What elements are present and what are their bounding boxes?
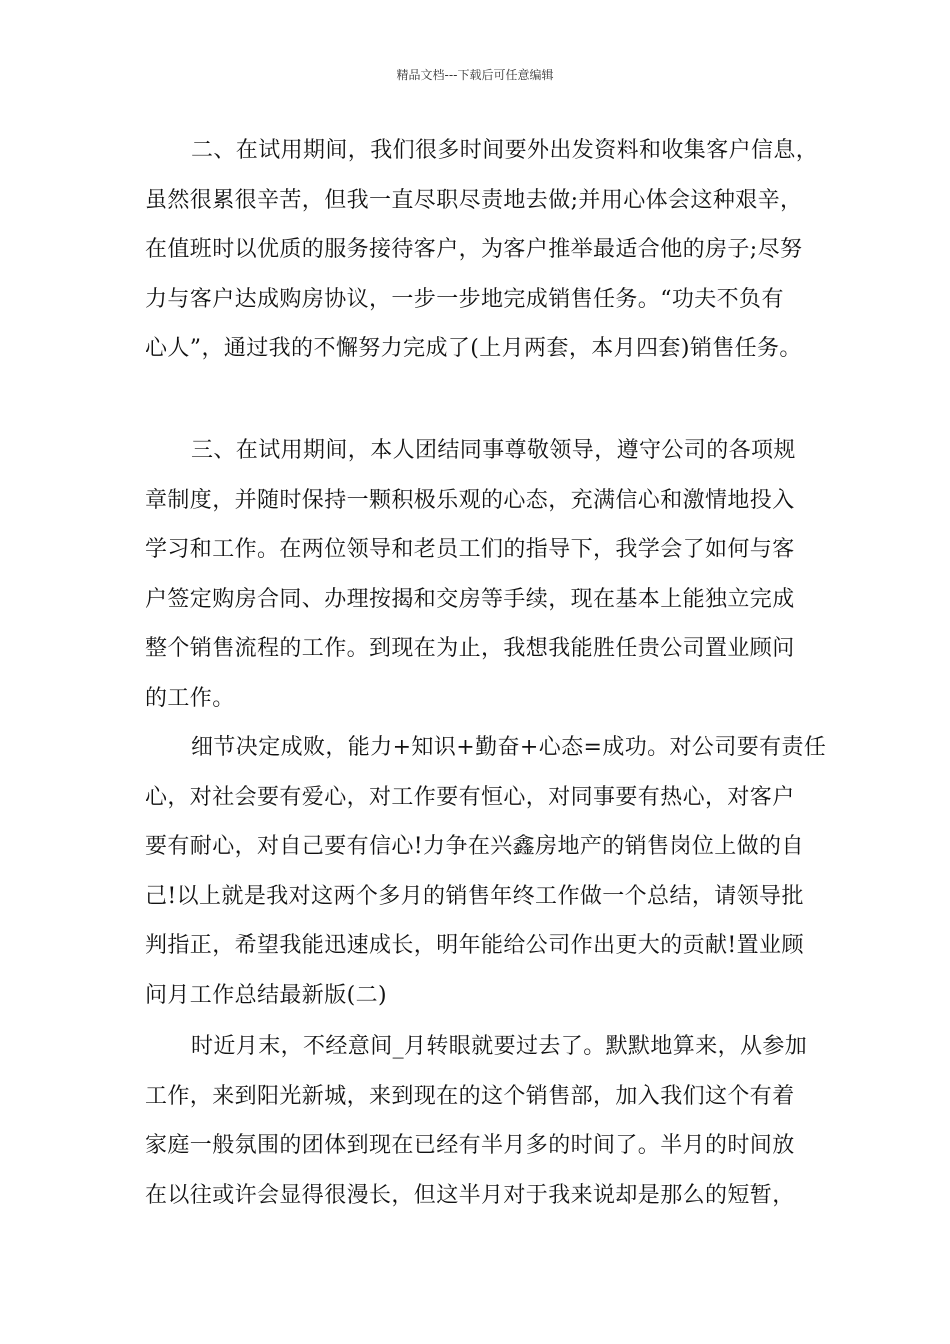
paragraph-3 (145, 426, 835, 723)
text-line: 细节决定成败，能力+知识+勤奋+心态=成功。对公司要有责任 (191, 735, 827, 760)
page-header: 精品文档---下载后可任意编辑 (396, 68, 554, 82)
text-line: 的工作。 (145, 685, 235, 711)
text-line: 家庭一般氛围的团体到现在已经有半月多的时间了。半月的时间放 (145, 1133, 795, 1158)
paragraph-month-end (145, 1022, 835, 1220)
text-line: 学习和工作。在两位领导和老员工们的指导下，我学会了如何与客 (145, 537, 795, 562)
text-line: 在以往或许会显得很漫长，但这半月对于我来说却是那么的短暂， (145, 1182, 795, 1208)
paragraph-conclusion (145, 723, 835, 1020)
text-line: 心，对社会要有爱心，对工作要有恒心，对同事要有热心，对客户 (145, 784, 795, 810)
text-line: 在值班时以优质的服务接待客户，为客户推举最适合他的房子;尽努 (145, 237, 803, 262)
text-line: 章制度，并随时保持一颗积极乐观的心态，充满信心和激情地投入 (145, 487, 795, 513)
text-line: 时近月末，不经意间_月转眼就要过去了。默默地算来，从参加 (191, 1034, 808, 1059)
text-line: 问月工作总结最新版(二) (145, 982, 387, 1008)
text-line: 心人”，通过我的不懈努力完成了(上月两套，本月四套)销售任务。 (145, 336, 802, 361)
paragraph-2 (145, 126, 835, 374)
text-line: 户签定购房合同、办理按揭和交房等手续，现在基本上能独立完成 (145, 586, 795, 612)
text-line: 力与客户达成购房协议，一步一步地完成销售任务。“功夫不负有 (145, 286, 784, 312)
text-line: 己!以上就是我对这两个多月的销售年终工作做一个总结，请领导批 (145, 883, 804, 909)
text-line: 要有耐心，对自己要有信心!力争在兴鑫房地产的销售岗位上做的自 (145, 834, 804, 859)
text-line: 工作，来到阳光新城，来到现在的这个销售部，加入我们这个有着 (145, 1083, 795, 1109)
text-line: 虽然很累很辛苦，但我一直尽职尽责地去做;并用心体会这种艰辛， (145, 187, 803, 213)
text-line: 二、在试用期间，我们很多时间要外出发资料和收集客户信息， (191, 138, 819, 163)
text-line: 判指正，希望我能迅速成长，明年能给公司作出更大的贡献!置业顾 (145, 933, 804, 958)
text-line: 整个销售流程的工作。到现在为止，我想我能胜任贵公司置业顾问 (145, 636, 795, 661)
text-line: 三、在试用期间，本人团结同事尊敬领导，遵守公司的各项规 (191, 438, 796, 463)
